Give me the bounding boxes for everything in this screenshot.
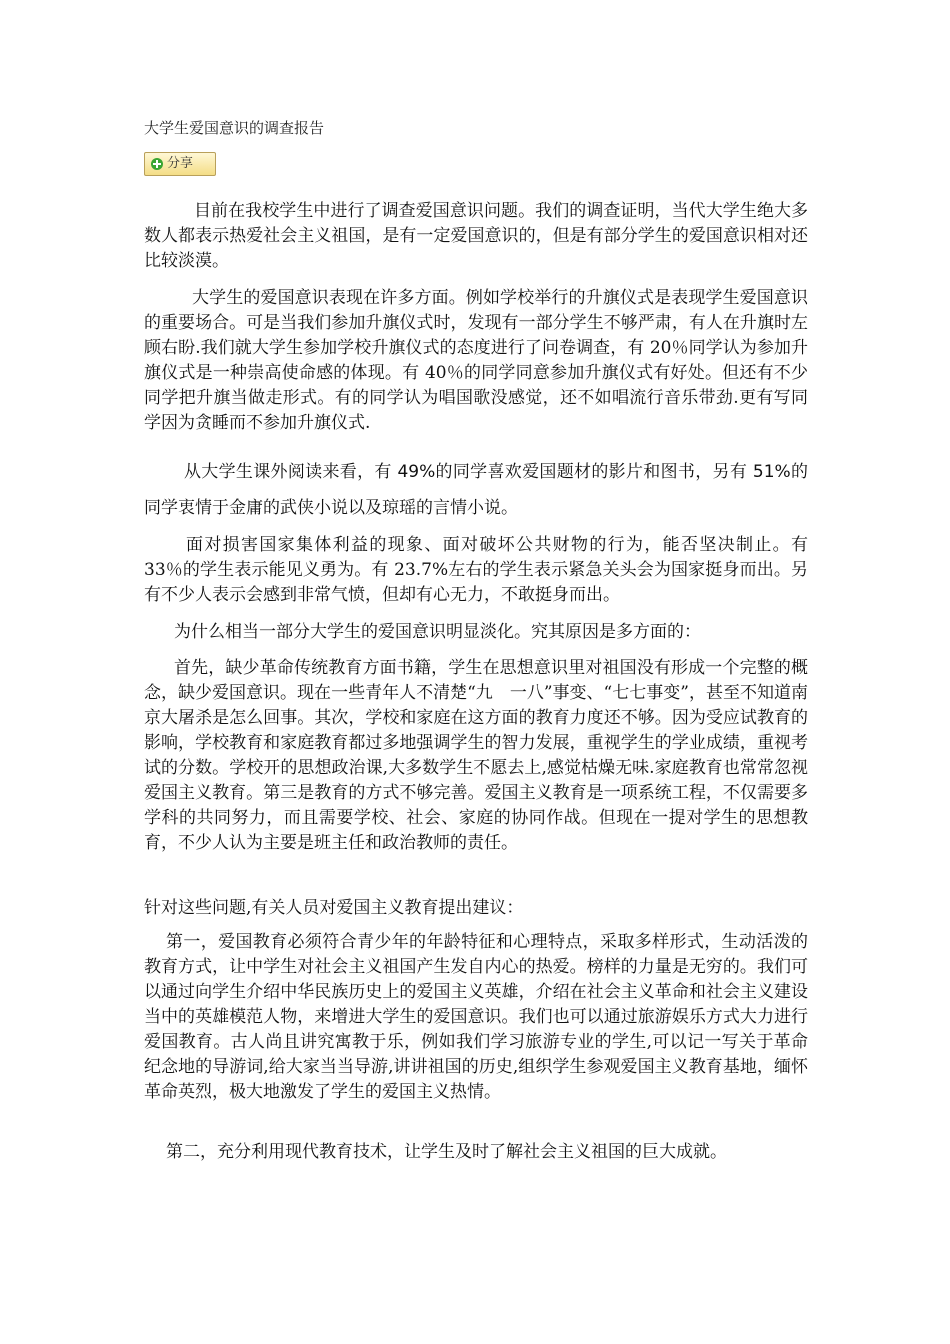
paragraph-reasons: 首先，缺少革命传统教育方面书籍，学生在思想意识里对祖国没有形成一个完整的概念，缺少爱国意识。现在一些青年人不清楚“九 一八”事变、“七七事变”，甚至不知道南京大屠杀是怎么回事。其次，学校和家庭在这方面的教育力度还不够。因为受应试教育的影响，学校教育和家庭教育都过多地强调学生的智力发展，重视学生的学业成绩，重视考试的分数。学校开的思想政治课,大多数学生不愿去上,感觉枯燥无味.家庭教育也常常忽视爱国主义教育。第三是教育的方式不够完善。爱国主义教育是一项系统工程，不仅需要多学科的共同努力，而且需要学校、社会、家庭的协同作战。但现在一提对学生的思想教育，不少人认为主要是班主任和政治教师的责任。 xyxy=(144,658,808,853)
paragraph-reading: 从大学生课外阅读来看，有 49%的同学喜欢爱国题材的影片和图书，另有 51%的同学衷情于金庸的武侠小说以及琼瑶的言情小说。 xyxy=(144,462,808,518)
plus-icon xyxy=(151,158,163,170)
document-title: 大学生爱国意识的调查报告 xyxy=(144,119,325,137)
paragraph-public-interest: 面对损害国家集体利益的现象、面对破坏公共财物的行为，能否坚决制止。有 33％的学生表示能见义勇为。有 23.7%左右的学生表示紧急关头会为国家挺身而出。另有不少人表示会感到非常气愤，但却有心无力，不敢挺身而出。 xyxy=(144,535,808,605)
paragraph-suggestion-one: 第一，爱国教育必须符合青少年的年龄特征和心理特点，采取多样形式，生动活泼的教育方式，让中学生对社会主义祖国产生发自内心的热爱。榜样的力量是无穷的。我们可以通过向学生介绍中华民族历史上的爱国主义英雄，介绍在社会主义革命和社会主义建设当中的英雄模范人物，来增进大学生的爱国意识。我们也可以通过旅游娱乐方式大力进行爱国教育。古人尚且讲究寓教于乐，例如我们学习旅游专业的学生,可以记一写关于革命纪念地的导游词,给大家当当导游,讲讲祖国的历史,组织学生参观爱国主义教育基地，缅怀革命英烈，极大地激发了学生的爱国主义热情。 xyxy=(144,932,808,1102)
paragraph-suggestion-two: 第二，充分利用现代教育技术，让学生及时了解社会主义祖国的巨大成就。 xyxy=(166,1142,727,1162)
paragraph-intro: 目前在我校学生中进行了调查爱国意识问题。我们的调查证明，当代大学生绝大多数人都表示热爱社会主义祖国，是有一定爱国意识的，但是有部分学生的爱国意识相对还比较淡漠。 xyxy=(144,201,808,271)
paragraph-suggestions-intro: 针对这些问题,有关人员对爱国主义教育提出建议： xyxy=(144,898,524,918)
paragraph-reasons-intro: 为什么相当一部分大学生的爱国意识明显淡化。究其原因是多方面的： xyxy=(174,622,701,642)
share-button-label: 分享 xyxy=(167,156,194,171)
paragraph-flag-ceremony: 大学生的爱国意识表现在许多方面。例如学校举行的升旗仪式是表现学生爱国意识的重要场合。可是当我们参加升旗仪式时，发现有一部分学生不够严肃，有人在升旗时左顾右盼.我们就大学生参加学校升旗仪式的态度进行了问卷调查，有 20％同学认为参加升旗仪式是一种崇高使命感的体现。有 40％的同学同意参加升旗仪式有好处。但还有不少同学把升旗当做走形式。有的同学认为唱国歌没感觉，还不如唱流行音乐带劲.更有写同学因为贪睡而不参加升旗仪式. xyxy=(144,288,808,433)
share-button[interactable] xyxy=(144,152,216,176)
